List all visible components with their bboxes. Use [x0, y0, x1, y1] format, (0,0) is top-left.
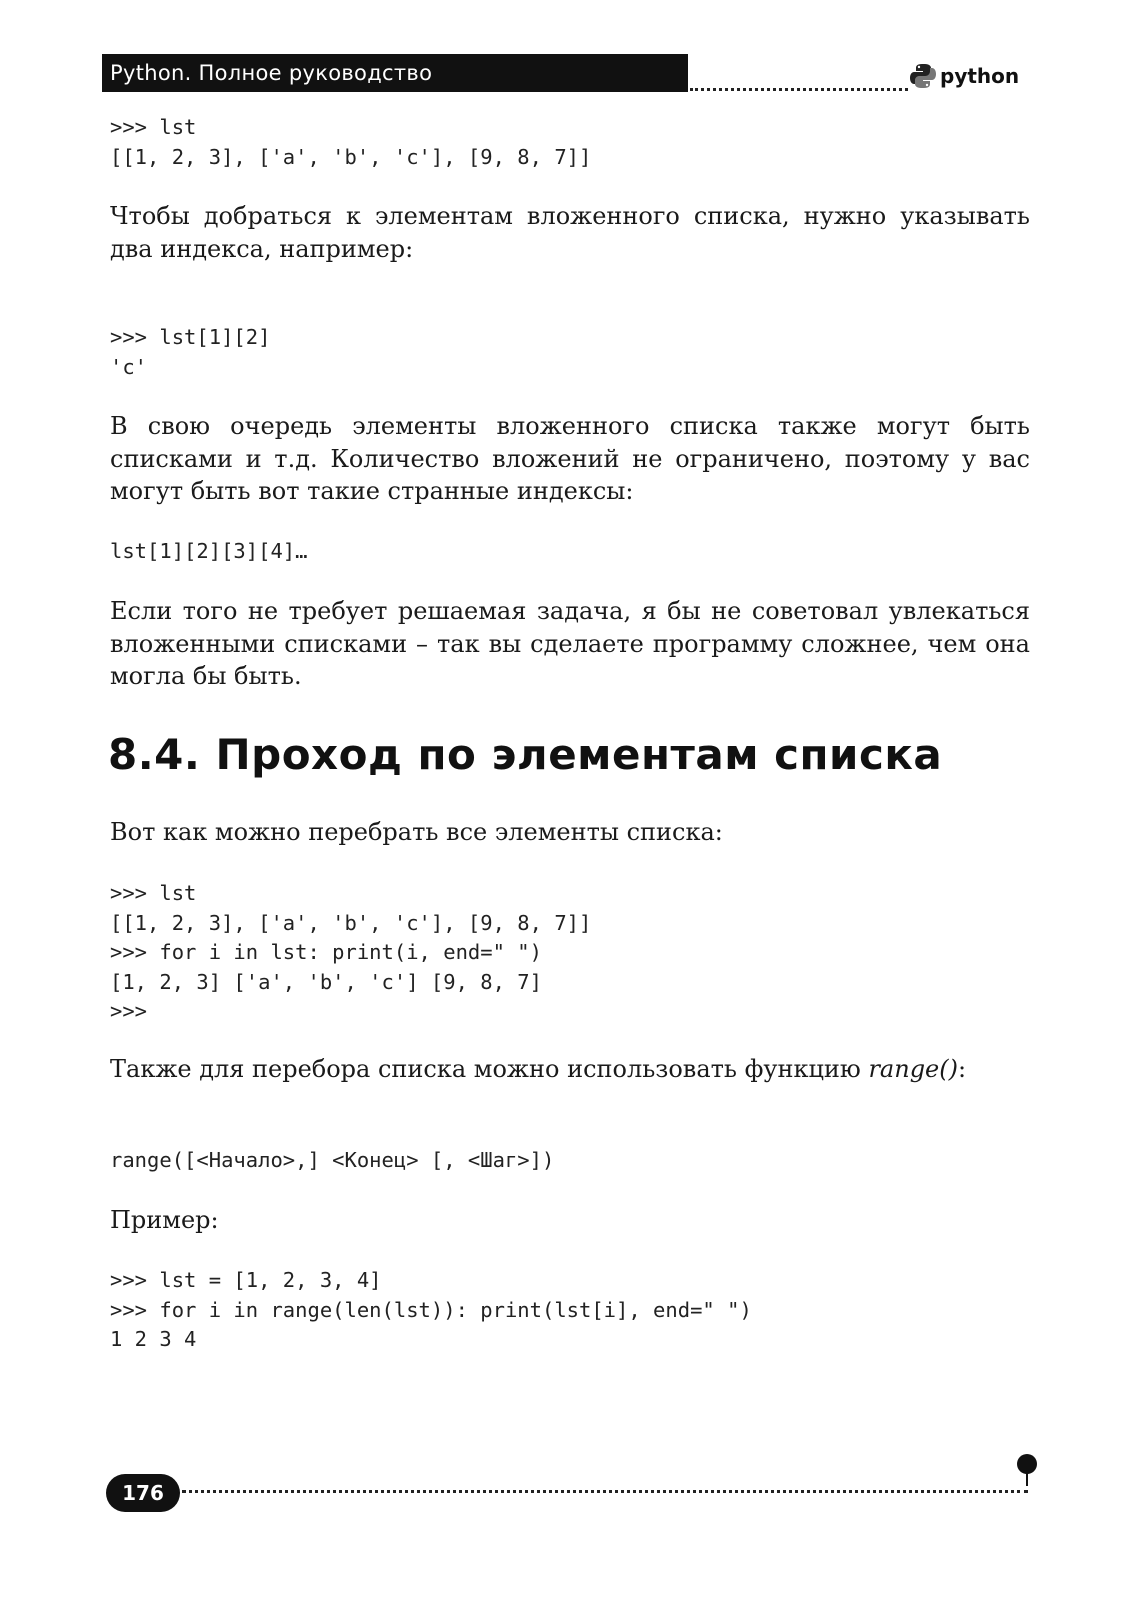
code-block-lst: >>> lst [[1, 2, 3], ['a', 'b', 'c'], [9, 8, 7]] — [110, 115, 592, 169]
paragraph-example-label: Пример: — [110, 1206, 219, 1234]
code-block-range-example: >>> lst = [1, 2, 3, 4] >>> for i in range(len(lst)): print(lst[i], end=" ") 1 2 3 4 — [110, 1268, 752, 1351]
paragraph-nesting-depth: В свою очередь элементы вложенного списка также могут быть списками и т.д. Количество вложений не ограничено, поэтому у вас могут быть вот такие странные индексы: — [110, 412, 1030, 505]
pin-icon — [1016, 1454, 1038, 1488]
python-logo-icon — [910, 62, 936, 90]
paragraph-iterate: Вот как можно перебрать все элементы списка: — [110, 818, 723, 846]
python-brand — [910, 60, 1019, 92]
code-block-nested-index: >>> lst[1][2] 'c' — [110, 325, 271, 379]
range-intro-text: Также для перебора списка можно использовать функцию — [110, 1055, 869, 1083]
section-heading: 8.4. Проход по элементам списка — [108, 730, 943, 779]
code-block-for-loop: >>> lst [[1, 2, 3], ['a', 'b', 'c'], [9, 8, 7]] >>> for i in lst: print(i, end=" ") [1, 2, 3] ['a', 'b', 'c'] [9, 8, 7] >>> — [110, 881, 592, 1023]
footer-dotted-rule — [182, 1490, 1028, 1493]
header-dotted-rule — [690, 88, 908, 91]
brand-label: python — [940, 64, 1020, 88]
code-block-deep-index: lst[1][2][3][4]… — [110, 539, 308, 563]
page-number-badge: 176 — [106, 1474, 180, 1512]
paragraph-nested-index: Чтобы добраться к элементам вложенного списка, нужно указывать два индекса, например: — [110, 202, 1030, 263]
code-block-range-signature: range([<Начало>,] <Конец> [, <Шаг>]) — [110, 1148, 555, 1172]
range-function-name: range() — [868, 1055, 958, 1083]
paragraph-advice: Если того не требует решаемая задача, я бы не советовал увлекаться вложенными списками – так вы сделаете программу сложнее, чем она могла бы быть. — [110, 597, 1030, 690]
book-title: Python. Полное руководство — [110, 61, 433, 85]
running-header — [102, 54, 688, 92]
paragraph-range — [110, 1053, 1030, 1086]
range-colon: : — [957, 1055, 967, 1083]
